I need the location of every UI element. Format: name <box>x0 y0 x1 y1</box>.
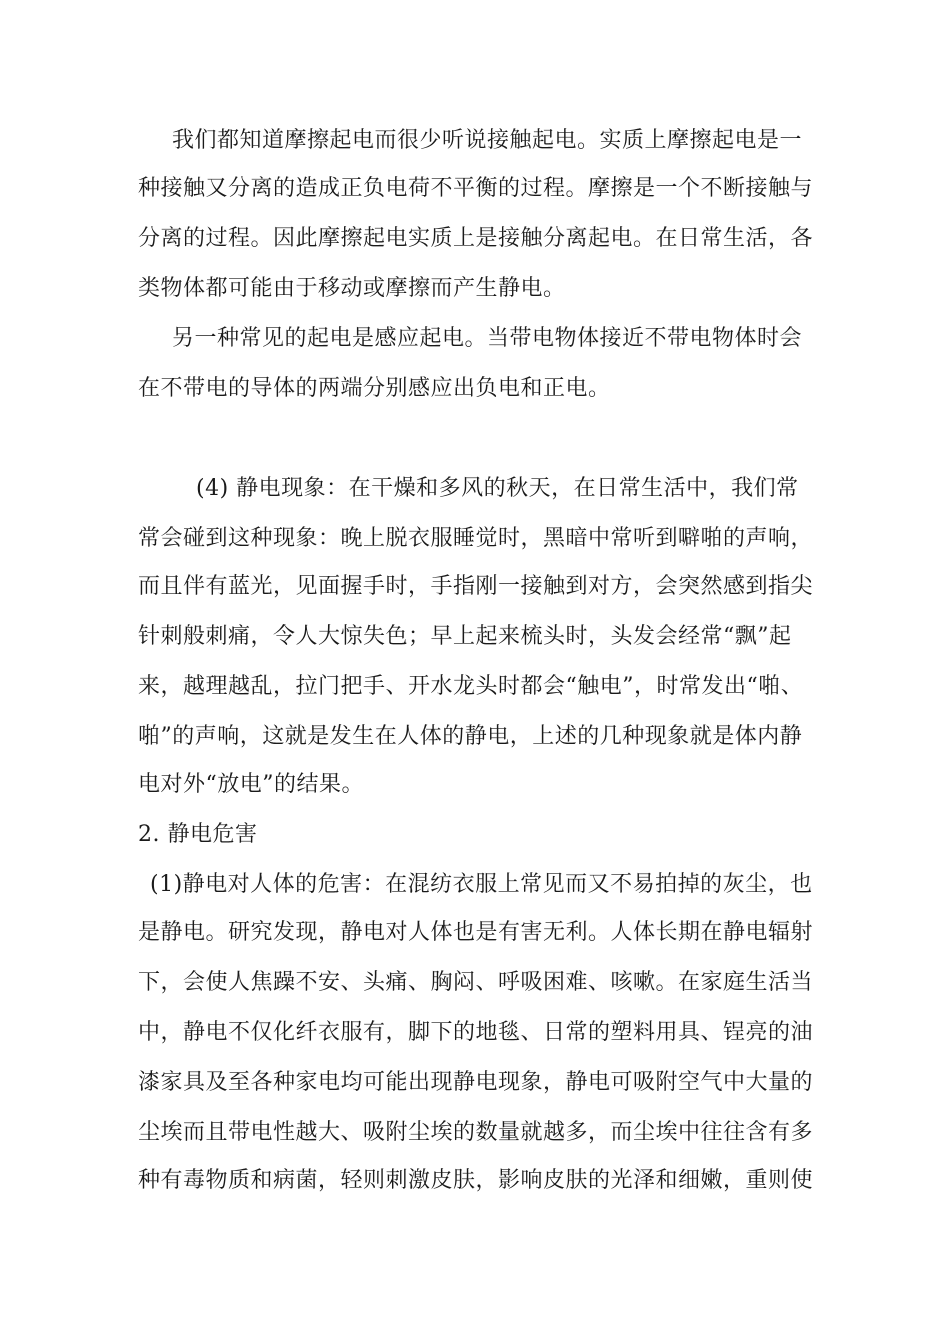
paragraph-line: 种接触又分离的造成正负电荷不平衡的过程。摩擦是一个不断接触与 <box>138 176 814 201</box>
section-heading: 2. 静电危害 <box>138 822 258 847</box>
paragraph-line: 我们都知道摩擦起电而很少听说接触起电。实质上摩擦起电是一 <box>172 128 803 153</box>
paragraph-line: (1)静电对人体的危害：在混纺衣服上常见而又不易拍掉的灰尘，也 <box>150 872 813 897</box>
paragraph-line: 而且伴有蓝光，见面握手时，手指刚一接触到对方，会突然感到指尖 <box>138 574 814 599</box>
paragraph-line: 漆家具及至各种家电均可能出现静电现象，静电可吸附空气中大量的 <box>138 1070 814 1095</box>
paragraph-line: 种有毒物质和病菌，轻则刺激皮肤，影响皮肤的光泽和细嫩，重则使 <box>138 1168 814 1193</box>
section-heading-line: (4) 静电现象：在干燥和多风的秋天，在日常生活中，我们常 <box>196 476 799 501</box>
paragraph-line: 啪”的声响，这就是发生在人体的静电，上述的几种现象就是体内静 <box>138 724 803 749</box>
paragraph-line: 中，静电不仅化纤衣服有，脚下的地毯、日常的塑料用具、锃亮的油 <box>138 1020 814 1045</box>
paragraph-line: 尘埃而且带电性越大、吸附尘埃的数量就越多，而尘埃中往往含有多 <box>138 1120 814 1145</box>
paragraph-line: 类物体都可能由于移动或摩擦而产生静电。 <box>138 276 566 301</box>
paragraph-line: 在不带电的导体的两端分别感应出负电和正电。 <box>138 376 611 401</box>
paragraph-line: 下，会使人焦躁不安、头痛、胸闷、呼吸困难、咳嗽。在家庭生活当 <box>138 970 814 995</box>
paragraph-line: 是静电。研究发现，静电对人体也是有害无利。人体长期在静电辐射 <box>138 920 814 945</box>
paragraph-line: 电对外“放电”的结果。 <box>138 772 364 797</box>
paragraph-line: 分离的过程。因此摩擦起电实质上是接触分离起电。在日常生活，各 <box>138 226 814 251</box>
paragraph-line: 常会碰到这种现象：晚上脱衣服睡觉时，黑暗中常听到噼啪的声响， <box>138 526 814 551</box>
paragraph-line: 来，越理越乱，拉门把手、开水龙头时都会“触电”，时常发出“啪、 <box>138 674 804 699</box>
paragraph-line: 针刺般刺痛，令人大惊失色；早上起来梳头时，头发会经常“飘”起 <box>138 624 792 649</box>
paragraph-line: 另一种常见的起电是感应起电。当带电物体接近不带电物体时会 <box>172 326 803 351</box>
